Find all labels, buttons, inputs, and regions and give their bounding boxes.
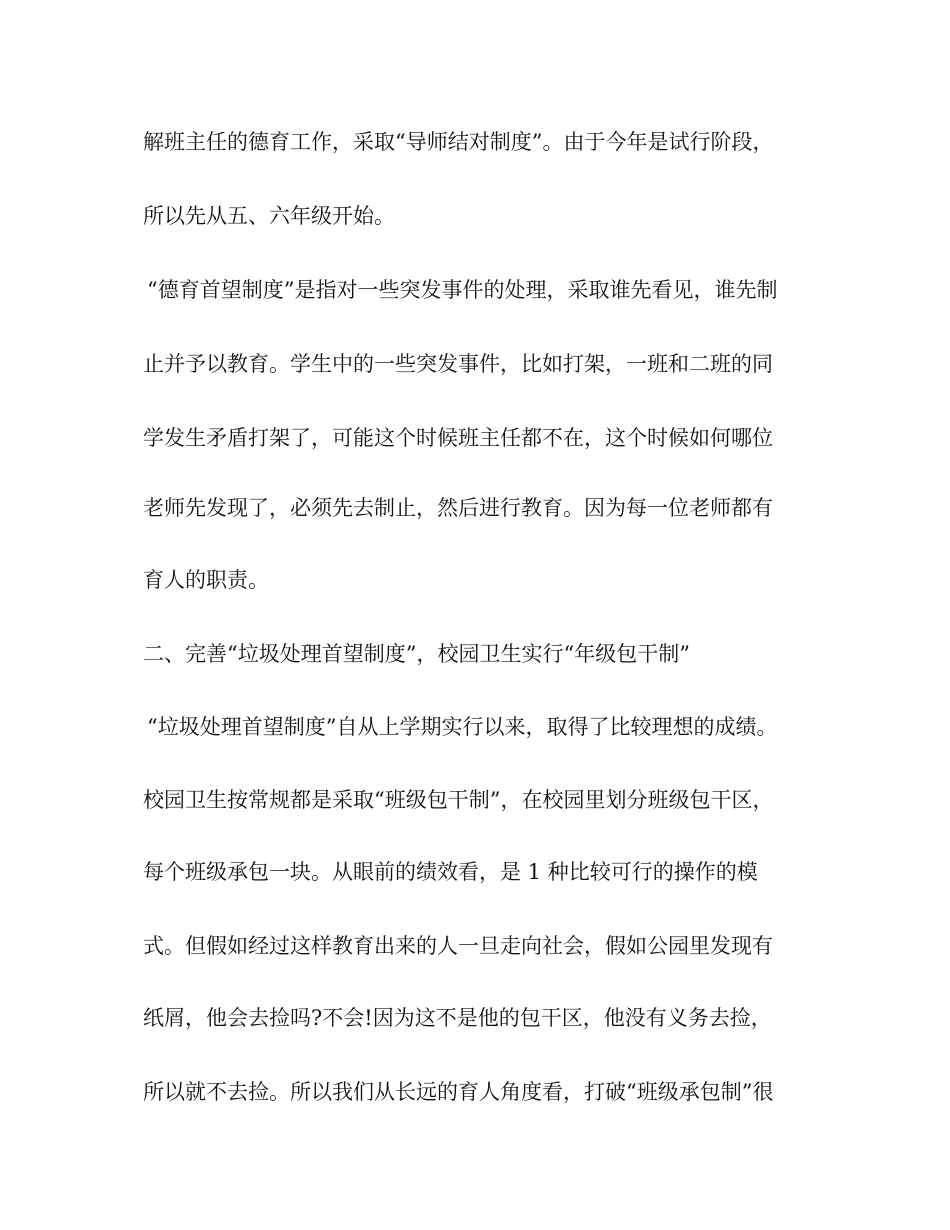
text-line: 所以先从五、六年级开始。 [143,204,395,228]
text-line: 育人的职责。 [143,568,269,592]
text-line: 老师先发现了，必须先去制止，然后进行教育。因为每一位老师都有 [143,496,773,520]
paragraph-first-line: “德育首望制度”是指对一些突发事件的处理，采取谁先看见，谁先制 [147,278,778,302]
section-heading: 二、完善“垃圾处理首望制度”，校园卫生实行“年级包干制” [143,642,690,666]
text-line: 每个班级承包一块。从眼前的绩效看，是 1 种比较可行的操作的模 [143,860,758,884]
text-line: 学发生矛盾打架了，可能这个时候班主任都不在，这个时候如何哪位 [143,426,773,450]
text-line: 解班主任的德育工作，采取“导师结对制度”。由于今年是试行阶段， [143,130,774,154]
paragraph-first-line: “垃圾处理首望制度”自从上学期实行以来，取得了比较理想的成绩。 [147,715,778,739]
text-line: 所以就不去捡。所以我们从长远的育人角度看，打破“班级承包制”很 [143,1080,774,1104]
text-line: 纸屑，他会去捡吗?不会!因为这不是他的包干区，他没有义务去捡， [143,1006,772,1030]
text-line: 校园卫生按常规都是采取“班级包干制”，在校园里划分班级包干区， [143,788,774,812]
text-line: 止并予以教育。学生中的一些突发事件，比如打架，一班和二班的同 [143,352,773,376]
text-line: 式。但假如经过这样教育出来的人一旦走向社会，假如公园里发现有 [143,934,773,958]
